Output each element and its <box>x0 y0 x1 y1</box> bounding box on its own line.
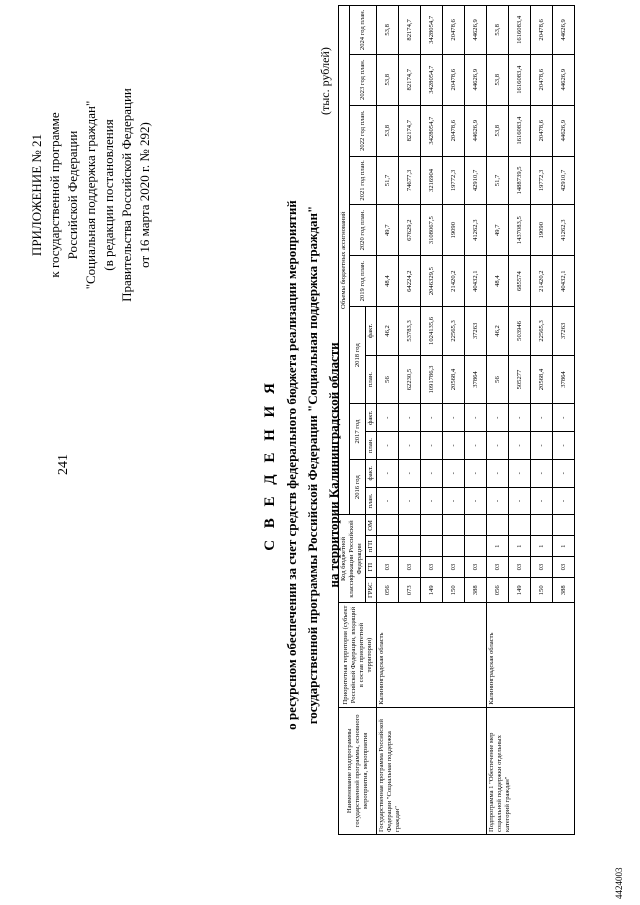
header-code-om: ОМ <box>366 515 377 536</box>
value-cell: - <box>531 404 553 432</box>
code-cell <box>553 515 575 536</box>
header-fact: факт. <box>366 307 377 356</box>
value-cell: - <box>399 487 421 515</box>
row-territory: Калининградская область <box>487 603 575 707</box>
appendix-line: Российской Федерации <box>65 130 80 260</box>
header-year-2022: 2022 год план. <box>350 105 377 156</box>
code-cell <box>399 536 421 557</box>
value-cell: - <box>421 432 443 460</box>
code-cell <box>531 515 553 536</box>
header-code-gp: ГП <box>366 557 377 578</box>
value-cell: 56 <box>487 355 509 404</box>
value-cell: 1616083,4 <box>509 105 531 156</box>
document-id: 4424003 <box>614 867 624 899</box>
header-year-2017: 2017 год <box>350 404 366 460</box>
header-plan: план. <box>366 432 377 460</box>
code-cell: 056 <box>377 578 399 603</box>
code-cell: 03 <box>487 557 509 578</box>
value-cell: 21420,2 <box>443 256 465 307</box>
value-cell: 503946 <box>509 307 531 356</box>
code-cell: 1 <box>531 536 553 557</box>
value-cell: 1616083,4 <box>509 6 531 55</box>
value-cell: 53,8 <box>487 6 509 55</box>
value-cell: 42910,7 <box>465 156 487 205</box>
value-cell: - <box>553 459 575 487</box>
value-cell: 20478,6 <box>531 6 553 55</box>
value-cell: 41262,3 <box>465 205 487 256</box>
code-cell: 150 <box>531 578 553 603</box>
value-cell: 505277 <box>509 355 531 404</box>
value-cell: 20568,4 <box>531 355 553 404</box>
value-cell: - <box>531 487 553 515</box>
value-cell: 3108067,5 <box>421 205 443 256</box>
page-number: 241 <box>56 454 71 475</box>
row-name: Подпрограмма 1 "Обеспечение мер социальной поддержки отдельных категорий граждан" <box>487 707 575 834</box>
code-cell <box>421 515 443 536</box>
header-plan: план. <box>366 355 377 404</box>
code-cell: 073 <box>399 578 421 603</box>
code-cell <box>465 536 487 557</box>
header-year-2024: 2024 год план. <box>350 6 377 55</box>
value-cell: 44626,9 <box>553 6 575 55</box>
value-cell: 82174,7 <box>399 105 421 156</box>
table-row <box>377 6 399 835</box>
code-cell <box>509 515 531 536</box>
code-cell <box>421 536 443 557</box>
code-cell <box>465 515 487 536</box>
row-name: Государственная программа Российской Федерации "Социальная поддержка граждан" <box>377 707 487 834</box>
value-cell: 53,8 <box>487 105 509 156</box>
row-territory: Калининградская область <box>377 603 487 707</box>
title-line: о ресурсном обеспечении за счет средств федерального бюджета реализации мероприятий <box>284 200 299 730</box>
value-cell: 19772,3 <box>531 156 553 205</box>
value-cell: - <box>377 487 399 515</box>
value-cell: 53,8 <box>377 54 399 105</box>
code-cell <box>443 536 465 557</box>
header-code-grbs: ГРБС <box>366 578 377 603</box>
appendix-line: к государственной программе <box>47 112 62 278</box>
value-cell: - <box>377 404 399 432</box>
header-year-2021: 2021 год план. <box>350 156 377 205</box>
value-cell: - <box>465 404 487 432</box>
header-year-2020: 2020 год план. <box>350 205 377 256</box>
appendix-line: Правительства Российской Федерации <box>119 88 134 302</box>
value-cell: 22565,3 <box>443 307 465 356</box>
code-cell: 03 <box>553 557 575 578</box>
value-cell: - <box>509 459 531 487</box>
value-cell: 1488739,5 <box>509 156 531 205</box>
title-line: на территории Калининградской области <box>326 342 341 588</box>
value-cell: 37263 <box>553 307 575 356</box>
value-cell: - <box>443 487 465 515</box>
value-cell: - <box>531 459 553 487</box>
value-cell: 48,4 <box>487 256 509 307</box>
value-cell: 685574 <box>509 256 531 307</box>
code-cell: 03 <box>421 557 443 578</box>
value-cell: 44626,9 <box>553 105 575 156</box>
value-cell: 3216904 <box>421 156 443 205</box>
value-cell: - <box>377 432 399 460</box>
header-year-2023: 2023 год план. <box>350 54 377 105</box>
value-cell: 19772,3 <box>443 156 465 205</box>
appendix-line: от 16 марта 2020 г. № 292) <box>137 122 152 268</box>
value-cell: - <box>399 432 421 460</box>
value-cell: - <box>509 432 531 460</box>
appendix-line: ПРИЛОЖЕНИЕ № 21 <box>29 133 44 257</box>
value-cell: - <box>465 487 487 515</box>
value-cell: - <box>377 459 399 487</box>
value-cell: - <box>399 459 421 487</box>
value-cell: 44626,9 <box>465 54 487 105</box>
value-cell: 46,2 <box>377 307 399 356</box>
value-cell: 20478,6 <box>443 6 465 55</box>
value-cell: 44626,9 <box>553 54 575 105</box>
value-cell: 2046329,5 <box>421 256 443 307</box>
value-cell: - <box>487 432 509 460</box>
value-cell: - <box>553 404 575 432</box>
header-volumes: Объемы бюджетных ассигнований <box>339 6 350 515</box>
value-cell: 51,7 <box>377 156 399 205</box>
value-cell: 64224,2 <box>399 256 421 307</box>
code-cell: 149 <box>421 578 443 603</box>
value-cell: 53,8 <box>377 105 399 156</box>
value-cell: 37864 <box>553 355 575 404</box>
value-cell: 20478,6 <box>531 105 553 156</box>
value-cell: - <box>487 487 509 515</box>
title-heading: С В Е Д Е Н И Я <box>262 379 278 551</box>
code-cell: 03 <box>399 557 421 578</box>
value-cell: 1091786,3 <box>421 355 443 404</box>
appendix-block <box>28 45 154 345</box>
value-cell: 40432,1 <box>465 256 487 307</box>
value-cell: - <box>509 404 531 432</box>
value-cell: 37864 <box>465 355 487 404</box>
value-cell: 37263 <box>465 307 487 356</box>
units-label: (тыс. рублей) <box>318 47 332 115</box>
value-cell: 40432,1 <box>553 256 575 307</box>
value-cell: - <box>465 459 487 487</box>
value-cell: - <box>531 432 553 460</box>
value-cell: 49,7 <box>377 205 399 256</box>
value-cell: 74677,3 <box>399 156 421 205</box>
code-cell: 03 <box>509 557 531 578</box>
code-cell: 03 <box>443 557 465 578</box>
value-cell: 44626,9 <box>465 105 487 156</box>
value-cell: 1024135,6 <box>421 307 443 356</box>
code-cell <box>399 515 421 536</box>
header-territory: Приоритетная территория (субъект Российской Федерации, входящий в состав приоритетной территории) <box>339 603 377 707</box>
header-year-2019: 2019 год план. <box>350 256 377 307</box>
value-cell: 44626,9 <box>465 6 487 55</box>
value-cell: 20478,6 <box>443 54 465 105</box>
value-cell: - <box>421 487 443 515</box>
code-cell: 149 <box>509 578 531 603</box>
value-cell: 20478,6 <box>531 54 553 105</box>
value-cell: - <box>487 404 509 432</box>
code-cell: 1 <box>553 536 575 557</box>
code-cell: 056 <box>487 578 509 603</box>
value-cell: 53783,3 <box>399 307 421 356</box>
value-cell: 41262,3 <box>553 205 575 256</box>
header-code-group: Код бюджетной классификации Российской Федерации <box>339 515 366 603</box>
code-cell: 388 <box>465 578 487 603</box>
value-cell: - <box>443 432 465 460</box>
value-cell: - <box>443 404 465 432</box>
header-year-2018: 2018 год <box>350 307 366 404</box>
document-title <box>262 155 342 775</box>
value-cell: 82174,7 <box>399 6 421 55</box>
code-cell: 03 <box>465 557 487 578</box>
value-cell: 3428054,7 <box>421 54 443 105</box>
value-cell: 22565,3 <box>531 307 553 356</box>
value-cell: 42910,7 <box>553 156 575 205</box>
code-cell: 1 <box>487 536 509 557</box>
code-cell <box>443 515 465 536</box>
budget-table <box>338 5 575 835</box>
value-cell: - <box>399 404 421 432</box>
value-cell: - <box>509 487 531 515</box>
code-cell: 388 <box>553 578 575 603</box>
header-fact: факт. <box>366 459 377 487</box>
value-cell: 82174,7 <box>399 54 421 105</box>
appendix-line: "Социальная поддержка граждан" <box>83 100 98 290</box>
value-cell: 56 <box>377 355 399 404</box>
value-cell: 1437083,5 <box>509 205 531 256</box>
value-cell: - <box>421 459 443 487</box>
code-cell <box>377 515 399 536</box>
value-cell: 3428054,7 <box>421 6 443 55</box>
value-cell: 20568,4 <box>443 355 465 404</box>
title-line: государственной программы Российской Федерации "Социальная поддержка граждан" <box>305 205 320 725</box>
value-cell: 62230,5 <box>399 355 421 404</box>
header-year-2016: 2016 год <box>350 459 366 515</box>
value-cell: 67629,2 <box>399 205 421 256</box>
value-cell: - <box>421 404 443 432</box>
value-cell: 21420,2 <box>531 256 553 307</box>
header-plan: план. <box>366 487 377 515</box>
table-body <box>377 6 575 835</box>
value-cell: - <box>553 487 575 515</box>
code-cell: 150 <box>443 578 465 603</box>
value-cell: 3428054,7 <box>421 105 443 156</box>
code-cell: 03 <box>531 557 553 578</box>
value-cell: - <box>553 432 575 460</box>
value-cell: 1616083,4 <box>509 54 531 105</box>
code-cell <box>377 536 399 557</box>
value-cell: 53,8 <box>377 6 399 55</box>
value-cell: 19090 <box>443 205 465 256</box>
value-cell: 19090 <box>531 205 553 256</box>
value-cell: 20478,6 <box>443 105 465 156</box>
value-cell: - <box>487 459 509 487</box>
value-cell: 53,8 <box>487 54 509 105</box>
value-cell: - <box>443 459 465 487</box>
code-cell <box>487 515 509 536</box>
header-name: Наименование подпрограммы государственной программы, основного мероприятия, мероприятия <box>339 707 377 834</box>
code-cell: 1 <box>509 536 531 557</box>
value-cell: 51,7 <box>487 156 509 205</box>
header-code-pgp: пГП <box>366 536 377 557</box>
value-cell: - <box>465 432 487 460</box>
header-fact: факт. <box>366 404 377 432</box>
appendix-line: (в редакции постановления <box>101 119 116 271</box>
table-row <box>487 6 509 835</box>
value-cell: 46,2 <box>487 307 509 356</box>
value-cell: 48,4 <box>377 256 399 307</box>
value-cell: 49,7 <box>487 205 509 256</box>
code-cell: 03 <box>377 557 399 578</box>
